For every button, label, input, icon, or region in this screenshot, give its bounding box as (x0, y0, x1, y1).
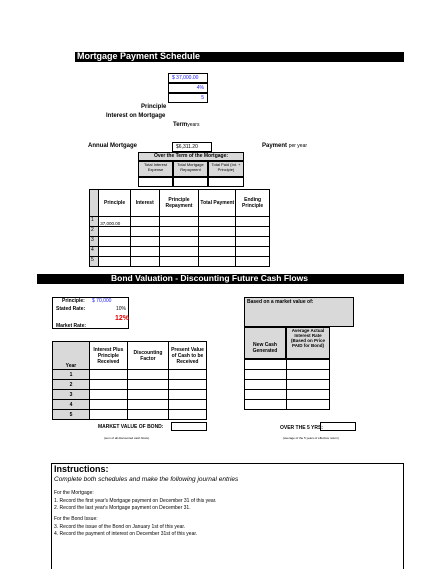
term-summary-header: Over the Term of the Mortgage: (138, 152, 244, 161)
table-row: 5 (90, 257, 270, 267)
col-principle-repayment: Principle Repayment (159, 190, 199, 217)
col-principle: Principle (99, 190, 131, 217)
stated-rate-label: Stated Rate: (56, 306, 86, 312)
table-row: 4 (90, 247, 270, 257)
table-row: 4 (53, 400, 207, 410)
payment-label: Payment per year (262, 143, 308, 149)
table-row: 1 (53, 370, 207, 380)
interest-input[interactable]: 4% (168, 83, 208, 93)
table-row: 3 (53, 390, 207, 400)
right-table (244, 359, 330, 410)
table-row (245, 360, 330, 370)
bond-instructions-heading: For the Bond Issue: (54, 516, 98, 522)
total-interest-cell[interactable] (138, 177, 173, 187)
table-row: 3 (90, 237, 270, 247)
table-row: 5 (53, 410, 207, 420)
total-interest-header: Total Interest Expense (138, 161, 173, 177)
bond-title: Bond Valuation - Discounting Future Cash Flows (111, 273, 308, 283)
mortgage-instructions-heading: For the Mortgage: (54, 490, 94, 496)
over-5-yrs-label: OVER THE 5 YRS: (280, 425, 323, 431)
bond-principle-label: Principle: (62, 298, 85, 304)
term-label: Termyears (173, 122, 200, 128)
bond-table (52, 341, 207, 420)
col-ending-principle: Ending Principle (236, 190, 270, 217)
market-value-note: (sum of all discounted cash flows) (104, 436, 150, 440)
market-value-cell[interactable] (171, 422, 207, 431)
annual-mortgage-label: Annual Mortgage (88, 143, 137, 149)
table-row: 2 (90, 227, 270, 237)
avg-rate-header: Average Actual Interest Rate (Based on Price PAID for Bond) (286, 327, 330, 359)
table-row (245, 380, 330, 390)
market-value-header: Based on a market value of: (244, 297, 354, 327)
col-interest: Interest (130, 190, 159, 217)
col-interest-plus-principle: Interest Plus Principle Received (89, 342, 127, 370)
over-5-yrs-cell[interactable] (320, 422, 356, 431)
interest-label: Interest on Mortgage (106, 113, 166, 119)
bond-principle-value[interactable]: $ 70,000 (92, 298, 112, 304)
instruction-3: 3. Record the issue of the Bond on January 1st of this year. (54, 524, 186, 530)
market-value-label: MARKET VALUE OF BOND: (98, 424, 164, 430)
col-year: Year (53, 342, 90, 370)
table-row (245, 370, 330, 380)
principle-label: Principle (141, 104, 167, 110)
table-row (245, 400, 330, 410)
new-cash-header: New Cash Generated (244, 327, 286, 359)
col-present-value: Present Value of Cash to be Received (169, 342, 207, 370)
total-repayment-cell[interactable] (173, 177, 208, 187)
table-row: 2 (53, 380, 207, 390)
instruction-4: 4. Record the payment of interest on December 31st of this year. (54, 531, 198, 537)
col-discounting-factor: Discounting Factor (127, 342, 168, 370)
instruction-2: 2. Record the last year's Mortgage payment on December 31. (54, 505, 191, 511)
total-repayment-header: Total Mortgage Repayment (173, 161, 208, 177)
term-input[interactable]: 5 (168, 93, 208, 103)
table-row (245, 390, 330, 400)
col-total-payment: Total Payment (199, 190, 236, 217)
table-row: 1 37,000.00 (90, 217, 270, 227)
total-paid-header: Total Paid (Int. + Principle) (208, 161, 244, 177)
mortgage-table (89, 189, 270, 267)
total-paid-cell[interactable] (208, 177, 244, 187)
instructions-intro: Complete both schedules and make the following journal entries (54, 476, 239, 483)
market-rate-value[interactable]: 12% (115, 315, 130, 322)
over-5-yrs-note: (average of the 5 years of effective return) (283, 436, 339, 440)
instruction-1: 1. Record the first year's Mortgage payment on December 31 of this year. (54, 498, 217, 504)
principle-input[interactable]: $ 37,000.00 (168, 73, 208, 83)
page-title: Mortgage Payment Schedule (77, 51, 201, 61)
market-rate-label: Market Rate: (56, 323, 87, 329)
stated-rate-value[interactable]: 10% (116, 306, 127, 312)
annual-mortgage-value: $6,311.20 (172, 142, 212, 152)
instructions-heading: Instructions: (54, 464, 109, 474)
